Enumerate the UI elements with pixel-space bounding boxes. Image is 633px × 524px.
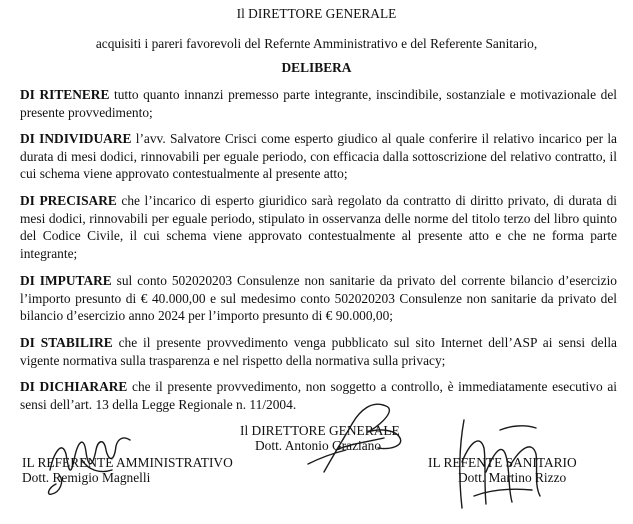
- paragraph-keyword: DI IMPUTARE: [20, 273, 112, 288]
- admin-role: IL REFERENTE AMMINISTRATIVO: [22, 455, 233, 470]
- director-name: Dott. Antonio Graziano: [255, 438, 382, 453]
- director-role: Il DIRETTORE GENERALE: [240, 423, 400, 438]
- paragraph-keyword: DI STABILIRE: [20, 335, 113, 350]
- health-name: Dott. Martino Rizzo: [458, 470, 567, 485]
- paragraph-text: l’avv. Salvatore Crisci come esperto giudico al quale conferire il relativo incarico per la durata di mesi dodici, rinnovabili per eguale periodo, con efficacia dalla sottoscrizione del relativo contratto, il cui schema viene approvato contestualmente al presente atto;: [20, 131, 617, 182]
- paragraph-stabilire: [20, 334, 617, 369]
- delibera-heading: DELIBERA: [281, 60, 352, 75]
- paragraph-imputare: [20, 272, 617, 325]
- director-heading: Il DIRETTORE GENERALE: [236, 6, 397, 21]
- opinions-line: acquisiti i pareri favorevoli del Refernte Amministrativo e del Referente Sanitario,: [95, 36, 538, 51]
- paragraph-keyword: DI DICHIARARE: [20, 379, 128, 394]
- admin-name: Dott. Remigio Magnelli: [22, 470, 151, 485]
- health-role: IL REFENTE SANITARIO: [428, 455, 577, 470]
- paragraph-text: che il presente provvedimento venga pubblicato sul sito Internet dell’ASP ai sensi della vigente normativa sulla trasparenza e nel rispetto della normativa sulla privacy;: [20, 335, 617, 368]
- paragraph-text: tutto quanto innanzi premesso parte integrante, inscindibile, sostanziale e motivazionale del presente provvedimento;: [20, 87, 617, 120]
- paragraph-text: che il presente provvedimento, non soggetto a controllo, è immediatamente esecutivo ai sensi dell’art. 13 della Legge Regionale n. 11/2004.: [20, 379, 618, 412]
- paragraph-precisare: [20, 192, 617, 262]
- paragraph-ritenere: [20, 86, 617, 121]
- paragraph-keyword: DI RITENERE: [20, 87, 110, 102]
- director-signature: [300, 398, 420, 478]
- paragraph-individuare: [20, 130, 617, 183]
- paragraph-text: sul conto 502020203 Consulenze non sanitarie da privato del corrente bilancio d’esercizio l’importo presunto di € 40.000,00 e sul medesimo conto 502020203 Consulenze non sanitarie da privato del bilancio d’esercizio anno 2024 per l’importo presunto di € 90.000,00;: [20, 273, 617, 324]
- paragraph-keyword: DI INDIVIDUARE: [20, 131, 132, 146]
- paragraph-keyword: DI PRECISARE: [20, 193, 117, 208]
- paragraph-text: che l’incarico di esperto giuridico sarà regolato da contratto di diritto privato, di durata di mesi dodici, rinnovabili per eguale periodo, stipulato in osservanza delle norme del titolo terzo del libro quinto del Codice Civile, il cui schema viene approvato contestualmente al presente atto e che ne forma parte integrante;: [20, 193, 617, 261]
